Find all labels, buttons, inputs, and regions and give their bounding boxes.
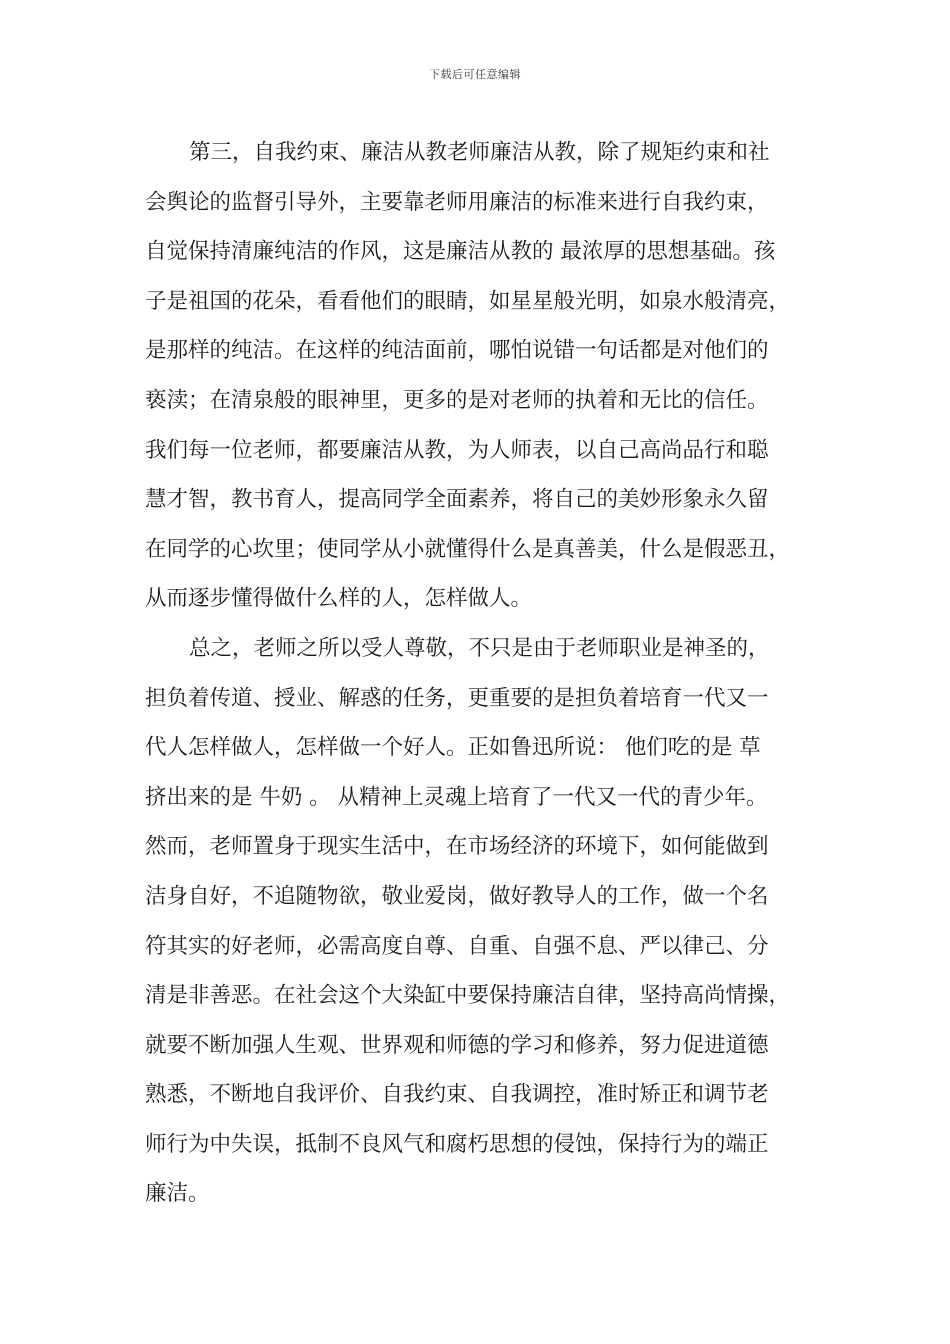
text-line: 自觉保持清廉纯洁的作风，这是廉洁从教的 最浓厚的思想基础。孩 (145, 239, 776, 265)
text-line: 熟悉，不断地自我评价、自我约束、自我调控，准时矫正和调节老 (145, 1082, 769, 1108)
text-line: 然而，老师置身于现实生活中，在市场经济的环境下，如何能做到 (145, 834, 769, 860)
text-line: 清是非善恶。在社会这个大染缸中要保持廉洁自律，坚持高尚情操， (145, 983, 791, 1009)
text-line: 洁身自好，不追随物欲，敬业爱岗，做好教导人的工作，做一个名 (145, 883, 769, 909)
text-line: 从而逐步懂得做什么样的人，怎样做人。 (145, 586, 533, 612)
text-line: 师行为中失误，抵制不良风气和腐朽思想的侵蚀，保持行为的端正 (145, 1131, 769, 1157)
document-body (145, 128, 810, 1219)
text-line: 亵渎；在清泉般的眼神里，更多的是对老师的执着和无比的信任。 (145, 387, 769, 413)
header-note: 下载后可任意编辑 (429, 68, 521, 81)
text-line: 会舆论的监督引导外，主要靠老师用廉洁的标准来进行自我约束， (145, 189, 769, 215)
text-line: 符其实的好老师，必需高度自尊、自重、自强不息、严以律己、分 (145, 933, 769, 959)
text-line: 廉洁。 (145, 1181, 210, 1207)
text-line: 慧才智，教书育人，提高同学全面素养，将自己的美妙形象永久留 (145, 487, 769, 513)
text-line: 代人怎样做人，怎样做一个好人。正如鲁迅所说： 他们吃的是 草 (145, 735, 761, 761)
text-line: 总之，老师之所以受人尊敬，不只是由于老师职业是神圣的， (189, 635, 770, 661)
text-line: 挤出来的是 牛奶 。 从精神上灵魂上培育了一代又一代的青少年。 (145, 784, 768, 810)
text-line: 担负着传道、授业、解惑的任务，更重要的是担负着培育一代又一 (145, 685, 769, 711)
text-line: 第三，自我约束、廉洁从教老师廉洁从教，除了规矩约束和社 (189, 140, 770, 165)
text-line: 在同学的心坎里；使同学从小就懂得什么是真善美，什么是假恶丑， (145, 536, 791, 562)
text-line: 我们每一位老师，都要廉洁从教，为人师表，以自己高尚品行和聪 (145, 437, 769, 463)
text-line: 子是祖国的花朵，看看他们的眼睛，如星星般光明，如泉水般清亮， (145, 288, 791, 314)
text-line: 就要不断加强人生观、世界观和师德的学习和修养，努力促进道德 (145, 1032, 769, 1058)
text-line: 是那样的纯洁。在这样的纯洁面前，哪怕说错一句话都是对他们的 (145, 338, 769, 364)
